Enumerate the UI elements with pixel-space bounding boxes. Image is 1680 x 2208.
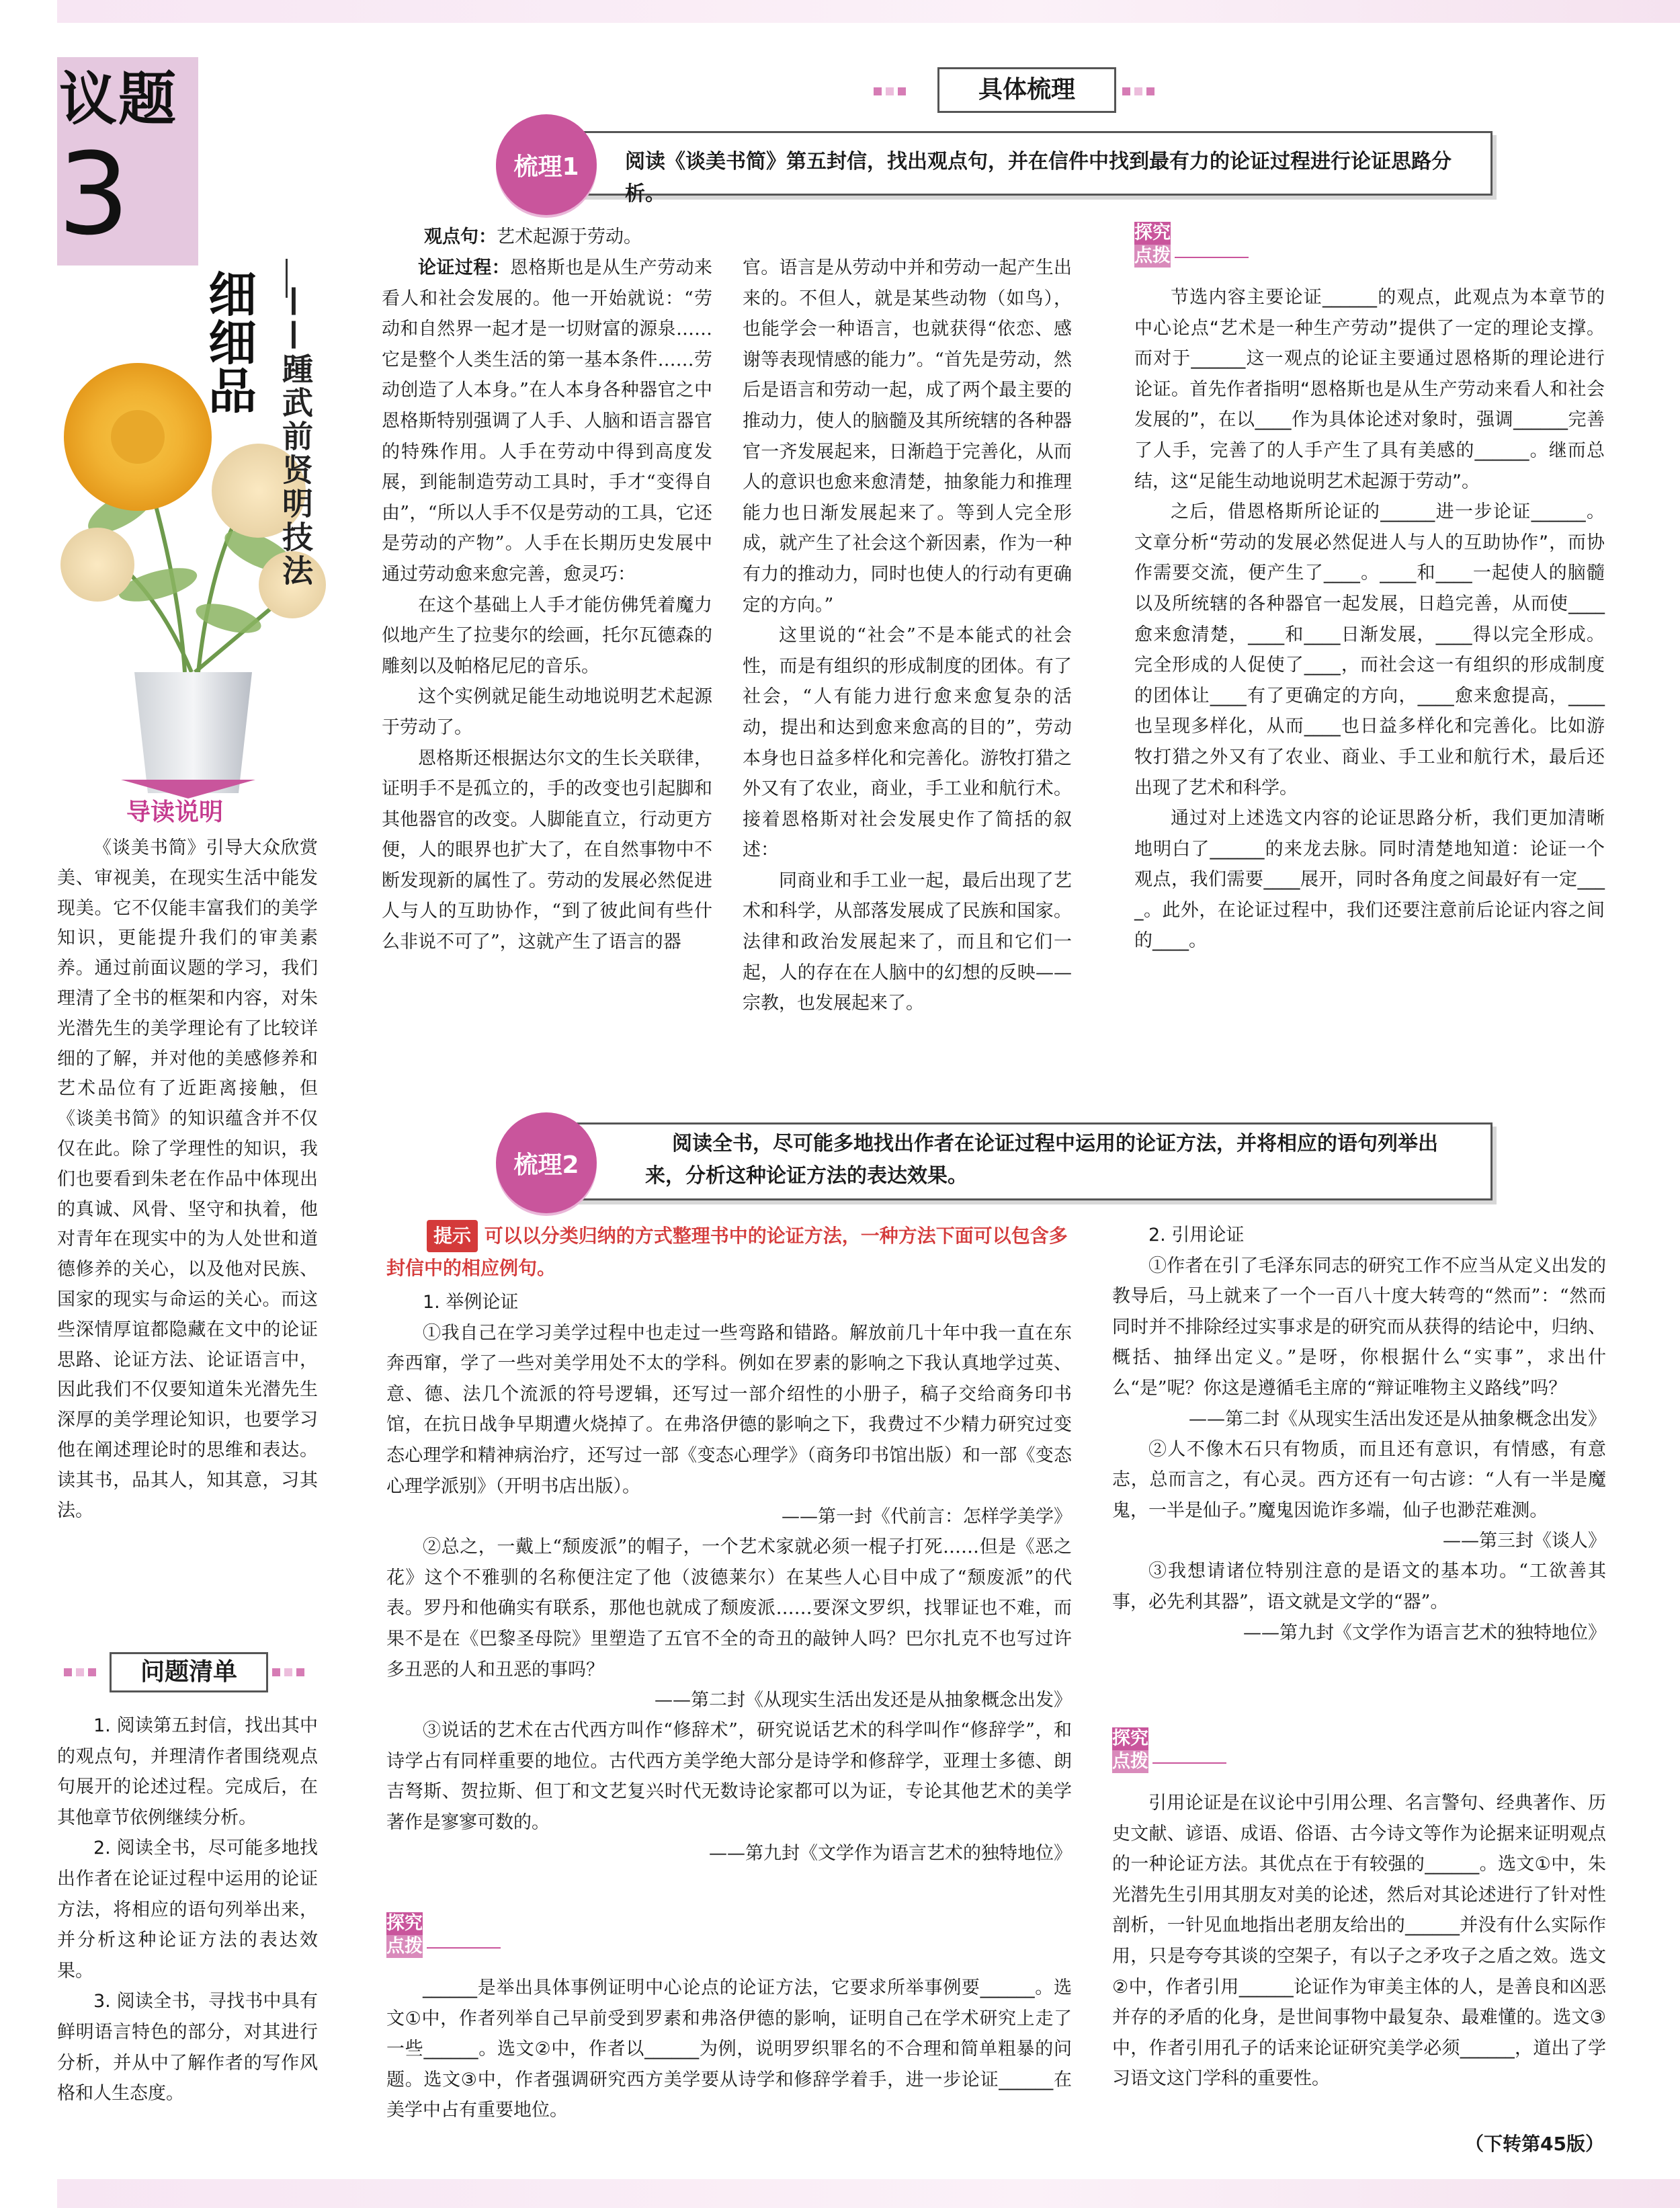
hint-tag: 提示 bbox=[427, 1220, 478, 1252]
tanjiu-label: 探究 bbox=[1112, 1728, 1148, 1749]
proof-text: 恩格斯也是从生产劳动来看人和社会发展的。他一开始就说：“劳动和自然界一起才是一切财富的源泉……它是整个人类生活的第一基本条件……劳动创造了人本身。”在人本身各种器官之中恩格斯特别强调了人手、人脑和语言器官的特殊作用。人手在劳动中得到高度发展，到能制造劳动工具时，手才“变得自由”，“所以人手不仅是劳动的工具，它还是劳动的产物”。人手在长期历史发展中通过劳动愈来愈完善，愈灵巧： bbox=[382, 257, 712, 585]
m1-example: ③说话的艺术在古代西方叫作“修辞术”，研究说话艺术的科学叫作“修辞学”，和诗学占有同样重要的地位。古代西方美学绝大部分是诗学和修辞学，亚理士多德、朗吉弩斯、贺拉斯、但丁和文艺复兴时代无数诗论家都可以为证，专论其他艺术的美学著作是寥寥可数的。 bbox=[386, 1720, 1072, 1833]
topic-number: 3 bbox=[58, 128, 130, 260]
daodu-label: 导读说明 bbox=[126, 799, 224, 826]
m2-source: ——第二封《从现实生活出发还是从抽象概念出发》 bbox=[1189, 1408, 1606, 1430]
analysis-paragraph: 节选内容主要论证______的观点，此观点为本章节的中心论点“艺术是一种生产劳动”提供了一定的理论支撑。而对于______这一观点的论证主要通过恩格斯的理论进行论证。首先作者指明“恩格斯也是从生产劳动来看人和社会发展的”，在以____作为具体论述对象时，强调______完善了人手，完善了的人手产生了具有美感的______。继而总结，这“足能生动地说明艺术起源于劳动”。 bbox=[1134, 287, 1605, 492]
proof-text: 恩格斯还根据达尔文的生长关联律，证明手不是孤立的，手的改变也引起脚和其他器官的改变。人脚能直立，行动更方便，人的眼界也扩大了，在自然事物中不断发现新的属性了。劳动的发展必然促进人与人的互助协作，“到了彼此间有些什么非说不可了”，这就产生了语言的器 bbox=[382, 747, 712, 953]
m1-example: ②总之，一戴上“颓废派”的帽子，一个艺术家就必须一棍子打死……但是《恶之花》这个不雅驯的名称便注定了他（波德莱尔）在某些人心目中成了“颓废派”的代表。罗丹和他确实有联系，那他也就成了颓废派……要深文罗织，找罪证也不难，而果不是在《巴黎圣母院》里塑造了五官不全的奇丑的敲钟人吗？巴尔扎克不也写过许多丑恶的人和丑恶的事吗？ bbox=[386, 1537, 1072, 1680]
m2-example: ①作者在引了毛泽东同志的研究工作不应当从定义出发的教导后，马上就来了一个一百八十度大转弯的“然而”：“然而同时并不排除经过实事求是的研究而从获得的结论中，归纳、概括、抽绎出定义。”是呀，你根据什么“实事”，求出什么“是”呢？你这是遵循毛主席的“辩证唯物主义路线”吗？ bbox=[1112, 1255, 1606, 1399]
shuli1-analysis bbox=[1134, 282, 1605, 956]
tanjiu-tag-1 bbox=[1134, 222, 1171, 268]
shuli1-task: 阅读《谈美书简》第五封信，找出观点句，并在信件中找到最有力的论证过程进行论证思路分析。 bbox=[625, 150, 1452, 206]
m1-source: ——第九封《文学作为语言艺术的独特地位》 bbox=[709, 1842, 1072, 1864]
m2-example: ②人不像木石只有物质，而且还有意识，有情感，有意志，总而言之，有心灵。西方还有一句古谚：“人有一半是魔鬼，一半是仙子。”魔鬼因诡诈多端，仙子也渺茫难测。 bbox=[1112, 1438, 1606, 1521]
dianbo-label: 点拨 bbox=[1134, 245, 1171, 266]
shuli2-task-line1: 阅读全书，尽可能多地找出作者在论证过程中运用的论证方法，并将相应的语句列举出 bbox=[672, 1132, 1438, 1155]
daodu-text bbox=[57, 833, 318, 1526]
juti-header bbox=[874, 67, 1210, 114]
m2-source: ——第三封《谈人》 bbox=[1443, 1530, 1606, 1552]
m1-example: ①我自己在学习美学过程中也走过一些弯路和错路。解放前几十年中我一直在东奔西窜，学了一些对美学用处不太的学科。例如在罗素的影响之下我认真地学过英、意、德、法几个流派的符号逻辑，还写过一部介绍性的小册子，稿子交给商务印书馆，在抗日战争早期遭火烧掉了。在弗洛伊德的影响之下，我费过不少精力研究过变态心理学和精神病治疗，还写过一部《变态心理学》（商务印书馆出版）和一部《变态心理学派别》（开明书店出版）。 bbox=[386, 1322, 1072, 1497]
tanjiu-rule bbox=[1175, 257, 1249, 258]
wenti-label: 问题清单 bbox=[110, 1652, 268, 1692]
m1-source: ——第一封《代前言：怎样学美学》 bbox=[782, 1506, 1072, 1528]
tanjiu-tag-3 bbox=[1112, 1727, 1148, 1773]
m2-example: ③我想请诸位特别注意的是语文的基本功。“工欲善其事，必先利其器”，语文就是文学的“器”。 bbox=[1112, 1561, 1606, 1612]
wenti-item: 2. 阅读全书，尽可能多地找出作者在论证过程中运用的论证方法，将相应的语句列举出来，并分析这种论证方法的表达效果。 bbox=[57, 1838, 318, 1981]
m1-source: ——第二封《从现实生活出发还是从抽象概念出发》 bbox=[655, 1690, 1072, 1711]
bottom-decor-band bbox=[57, 2179, 1680, 2208]
m1-block bbox=[386, 1287, 1072, 1869]
proof-column-1 bbox=[382, 253, 712, 958]
vertical-subheading: ——踵武前贤明技法 bbox=[278, 286, 314, 588]
continued-note: （下转第45版） bbox=[1465, 2133, 1604, 2155]
viewpoint-line bbox=[382, 222, 1070, 253]
shuli1-badge: 梳理1 bbox=[496, 114, 597, 215]
analysis-paragraph: 之后，借恩格斯所论证的______进一步论证______。文章分析“劳动的发展必然促进人与人的互助协作”，而协作需要交流，便产生了____。____和____一起使人的脑髓以及所统辖的各种器官一起发展，日趋完善，从而使____愈来愈清楚，____和____日渐发展，____得以完全形成。完全形成的人促使了____，而社会这一有组织的形成制度的团体让____有了更确定的方向，____愈来愈提高，____也呈现多样化，从而____也日益多样化和完善化。比如游牧打猎之外又有了农业、商业、手工业和航行术，最后还出现了艺术和科学。 bbox=[1134, 501, 1605, 799]
m2-source: ——第九封《文学作为语言艺术的独特地位》 bbox=[1243, 1622, 1606, 1643]
proof-text: 这里说的“社会”不是本能式的社会性，而是有组织的形成制度的团体。有了社会，“人有能力进行愈来愈复杂的活动，提出和达到愈来愈高的目的”，劳动本身也日益多样化和完善化。游牧打猎之外又有了农业，商业，手工业和航行术。接着恩格斯对社会发展史作了简括的叙述： bbox=[743, 625, 1072, 861]
tanjiu-tag-2 bbox=[386, 1912, 423, 1958]
tanjiu-label: 探究 bbox=[386, 1913, 423, 1934]
analysis-paragraph: ______是举出具体事例证明中心论点的论证方法，它要求所举事例要______。选文①中，作者列举自己早前受到罗素和弗洛伊德的影响，证明自己在学术研究上走了一些______。选文②中，作者以______为例，说明罗织罪名的不合理和简单粗暴的问题。选文③中，作者强调研究西方美学要从诗学和修辞学着手，进一步论证______在美学中占有重要地位。 bbox=[386, 1977, 1072, 2121]
proof-text: 这个实例就足能生动地说明艺术起源于劳动了。 bbox=[382, 686, 712, 738]
m2-analysis bbox=[1112, 1788, 1606, 2094]
vertical-heading: 细细品 bbox=[200, 269, 257, 414]
m1-analysis bbox=[386, 1973, 1072, 2126]
tanjiu-rule bbox=[1152, 1762, 1226, 1764]
proof-text: 官。语言是从劳动中并和劳动一起产生出来的。不但人，就是某些动物（如鸟），也能学会一种语言，也就获得“依恋、感谢等表现情感的能力”。“首先是劳动，然后是语言和劳动一起，成了两个最主要的推动力，使人的脑髓及其所统辖的各种器官一齐发展起来，日渐趋于完善化，从而人的意识也愈来愈清楚，抽象能力和推理能力也日渐发展起来了。等到人完全形成，就产生了社会这个新因素，作为一种有力的推动力，同时也使人的行动有更确定的方向。” bbox=[743, 257, 1072, 616]
wenti-header bbox=[64, 1652, 306, 1692]
hint-text: 可以以分类归纳的方式整理书中的论证方法，一种方法下面可以包含多封信中的相应例句。 bbox=[386, 1225, 1068, 1279]
hint bbox=[386, 1220, 1072, 1284]
daodu-paragraph: 《谈美书简》引导大众欣赏美、审视美，在现实生活中能发现美。它不仅能丰富我们的美学知识，更能提升我们的审美素养。通过前面议题的学习，我们理清了全书的框架和内容，对朱光潜先生的美学理论有了比较详细的了解，并对他的美感修养和艺术品位有了近距离接触，但《谈美书简》的知识蕴含并不仅仅在此。除了学理性的知识，我们也要看到朱老在作品中体现出的真诚、风骨、坚守和执着，他对青年在现实中的为人处世和道德修养的关心，以及他对民族、国家的现实与命运的关心。而这些深情厚谊都隐藏在文中的论证思路、论证方法、论证语言中，因此我们不仅要知道朱光潜先生深厚的美学理论知识，也要学习他在阐述理论时的思维和表达。读其书，品其人，知其意，习其法。 bbox=[57, 837, 318, 1521]
wenti-list bbox=[57, 1711, 318, 2109]
viewpoint-label: 观点句： bbox=[424, 227, 497, 247]
m2-block bbox=[1112, 1220, 1606, 1648]
wenti-item: 3. 阅读全书，寻找书中具有鲜明语言特色的部分，对其进行分析，并从中了解作者的写作风格和人生态度。 bbox=[57, 1991, 318, 2104]
analysis-paragraph: 通过对上述选文内容的论证思路分析，我们更加清晰地明白了______的来龙去脉。同时清楚地知道：论证一个观点，我们需要____展开，同时各角度之间最好有一定____。此外，在论证过程中，我们还要注意前后论证内容之间的____。 bbox=[1134, 808, 1605, 952]
tanjiu-label: 探究 bbox=[1134, 222, 1171, 243]
proof-label: 论证过程： bbox=[418, 257, 510, 278]
juti-label: 具体梳理 bbox=[937, 67, 1116, 113]
topic-title: 议题 bbox=[59, 66, 177, 133]
tanjiu-rule bbox=[427, 1947, 501, 1949]
m1-title: 1. 举例论证 bbox=[423, 1292, 519, 1313]
dianbo-label: 点拨 bbox=[386, 1936, 423, 1957]
viewpoint-text: 艺术起源于劳动。 bbox=[497, 227, 642, 247]
proof-quote: 在这个基础上人手才能仿佛凭着魔力似地产生了拉斐尔的绘画，托尔瓦德森的雕刻以及帕格尼尼的音乐。 bbox=[382, 594, 712, 677]
proof-quote: 同商业和手工业一起，最后出现了艺术和科学，从部落发展成了民族和国家。法律和政治发展起来了，而且和它们一起，人的存在在人脑中的幻想的反映——宗教，也发展起来了。 bbox=[743, 870, 1072, 1014]
top-decor-band bbox=[57, 0, 1680, 23]
dianbo-label: 点拨 bbox=[1112, 1751, 1148, 1772]
m2-title: 2. 引用论证 bbox=[1148, 1225, 1245, 1245]
shuli2-task-line2: 来，分析这种论证方法的表达效果。 bbox=[645, 1164, 968, 1188]
analysis-paragraph: 引用论证是在议论中引用公理、名言警句、经典著作、历史文献、谚语、成语、俗语、古今诗文等作为论据来证明观点的一种论证方法。其优点在于有较强的______。选文①中，朱光潜先生引用其朋友对美的论述，然后对其论述进行了针对性剖析，一针见血地指出老朋友给出的______并没有什么实际作用，只是夸夸其谈的空架子，有以子之矛攻子之盾之效。选文②中，作者引用______论证作为审美主体的人，是善良和凶恶并存的矛盾的化身，是世间事物中最复杂、最难懂的。选文③中，作者引用孔子的话来论证研究美学必须______，道出了学习语文这门学科的重要性。 bbox=[1112, 1793, 1606, 2090]
wenti-item: 1. 阅读第五封信，找出其中的观点句，并理清作者围绕观点句展开的论述过程。完成后，在其他章节依例继续分析。 bbox=[57, 1715, 318, 1828]
shuli2-badge: 梳理2 bbox=[496, 1112, 597, 1213]
proof-column-2 bbox=[743, 253, 1072, 1019]
